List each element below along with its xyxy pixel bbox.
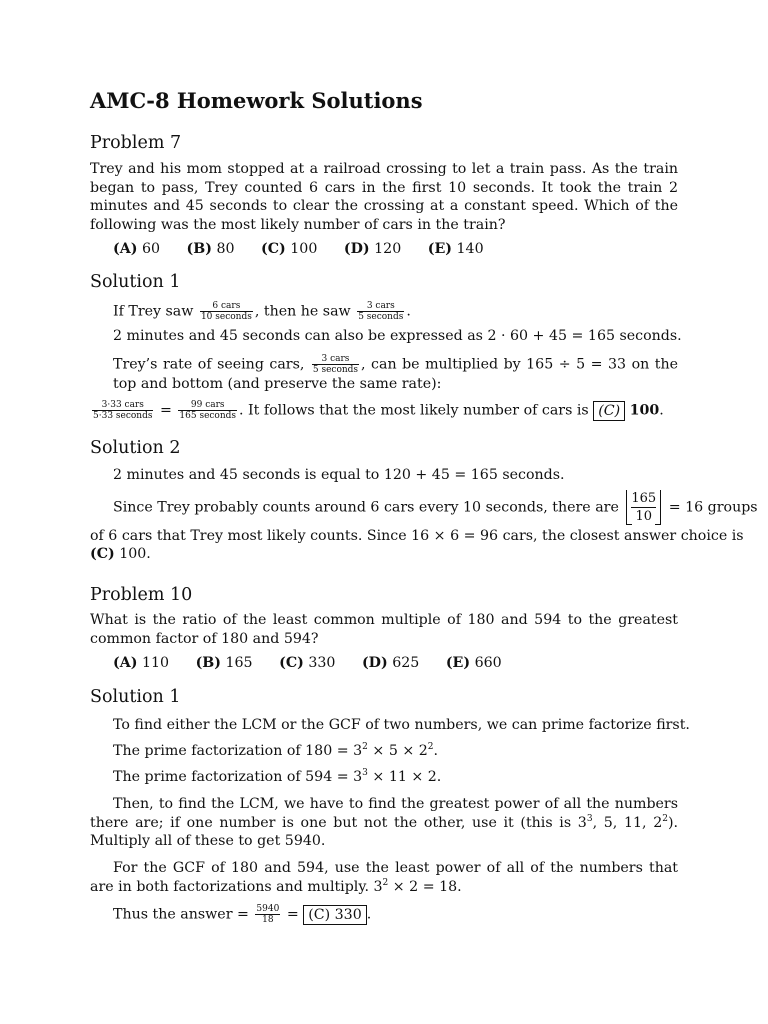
document-title: AMC-8 Homework Solutions [90,88,423,113]
fraction: $\frac{\text{6 cars}}{\text{10 seconds}}$ [200,301,252,322]
problem-7-text: Trey and his mom stopped at a railroad crossing to let a train pass. As the train began to pass, Trey counted 6 cars in the first 10 seconds. It took the train 2 minutes and 45 seconds to clear the crossing at a constant speed. Which of the following was the most likely number of cars in the train? [90,161,678,233]
solution-p10-line-4: Then, to find the LCM, we have to find the greatest power of all the numbers there are; if one number is one but not the other, use it (this is $3^3$, 5, 11, $2^2$). Multiply all of these to get 5940. [90,796,679,849]
solution-p10-line-1: To find either the LCM or the GCF of two numbers, we can prime factorize first. [113,717,690,733]
choice-c: (C) 330 [279,655,336,671]
choice-d: (D) 625 [361,655,420,671]
fraction: $\frac{\text{3 cars}}{\text{5 seconds}}$ [358,301,404,322]
solution-p10-line-5: For the GCF of 180 and 594, use the least power of all of the numbers that are in both factorizations and multiply. $3^2 \times 2 = 18$. [90,860,678,895]
floor-fraction: $\frac{165}{10}$ [626,490,661,525]
solution-2-line-4: (C) 100. [90,546,151,562]
solution-1-line-2: 2 minutes and 45 seconds can also be expressed as 2 · 60 + 45 = 165 seconds. [113,328,682,344]
choice-d: (D) 120 [343,241,402,257]
choice-e: (E) 140 [427,241,484,257]
solution-2-heading: Solution 2 [90,438,181,458]
solution-1-heading: Solution 1 [90,272,181,292]
solution-2-line-2: Since Trey probably counts around 6 cars every 10 seconds, there are $\frac{165}{10}$ = 16 groups [113,491,758,524]
solution-p10-heading: Solution 1 [90,687,181,707]
problem-7-heading: Problem 7 [90,133,182,153]
fraction: $\frac{\text{3 cars}}{\text{5 seconds}}$ [312,354,359,375]
solution-1-line-4: $\frac{\text{3·33 cars}}{\text{5·33 seconds}}$ = $\frac{\text{99 cars}}{\text{165 seconds}}$ . It follows that the most likely number of cars is (C) 100. [93,400,664,421]
solution-2-line-3: of 6 cars that Trey most likely counts. Since 16 × 6 = 96 cars, the closest answer choice is [90,528,744,544]
solution-p10-line-6: Thus the answer = $\frac{5940}{18}$ = (C) 330 . [113,904,372,925]
choice-b: (B) 165 [195,655,253,671]
problem-10-text: What is the ratio of the least common multiple of 180 and 594 to the greatest common factor of 180 and 594? [90,612,678,647]
answer-box: (C) [593,401,625,421]
choice-a: (A) 110 [113,655,170,671]
solution-1-line-1: If Trey saw $\frac{\text{6 cars}}{\text{10 seconds}}$ , then he saw $\frac{\text{3 cars}}{\text{5 seconds}}$ . [113,301,411,322]
fraction: $\frac{5940}{18}$ [256,904,280,925]
solution-2-line-1: 2 minutes and 45 seconds is equal to 120 + 45 = 165 seconds. [113,467,565,483]
solution-p10-line-2: The prime factorization of $180 = 3^2 \times 5 \times 2^2$. [113,742,439,759]
problem-7-choices [113,241,506,257]
choice-e: (E) 660 [445,655,502,671]
choice-c: (C) 100 [261,241,318,257]
choice-a: (A) 60 [113,241,161,257]
answer-box: (C) 330 [303,905,367,925]
problem-10-heading: Problem 10 [90,585,193,605]
solution-1-line-3: Trey’s rate of seeing cars, $\frac{\text{3 cars}}{\text{5 seconds}}$ , can be multiplied by 165 ÷ 5 = 33 on the top and bottom (and preserve the same rate): [113,354,678,392]
answer-value: 100 [629,402,660,419]
fraction: $\frac{\text{99 cars}}{\text{165 seconds}}$ [179,400,237,421]
solution-p10-line-3: The prime factorization of $594 = 3^3 \times 11 \times 2$. [113,768,442,785]
problem-10-choices [113,655,524,671]
choice-b: (B) 80 [186,241,235,257]
fraction: $\frac{\text{3·33 cars}}{\text{5·33 seconds}}$ [93,400,153,421]
